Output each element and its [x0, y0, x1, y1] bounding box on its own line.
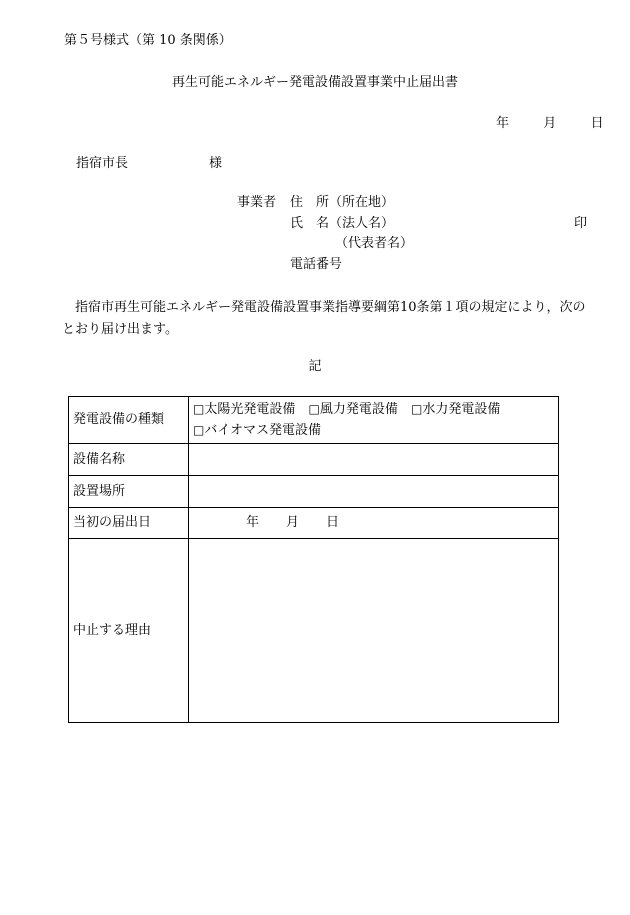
type-option-label: 太陽光発電設備 [204, 402, 296, 417]
checkbox-icon: □ [411, 402, 423, 416]
table-row [69, 476, 559, 508]
location-field[interactable] [189, 476, 559, 508]
table-row [69, 508, 559, 539]
initial-date-field[interactable] [189, 508, 559, 539]
ki-heading: 記 [308, 359, 322, 374]
applicant-address-label: 住 所（所在地） [290, 195, 395, 210]
type-option-biomass[interactable] [193, 423, 321, 438]
type-options [189, 397, 559, 444]
reason-label: 中止する理由 [69, 539, 189, 723]
facility-name-field[interactable] [189, 444, 559, 476]
checkbox-icon: □ [193, 402, 205, 416]
applicant-representative-label: （代表者名） [335, 236, 414, 251]
initial-date-month: 月 [286, 515, 300, 530]
addressee-honorific: 様 [209, 156, 223, 171]
location-label: 設置場所 [69, 476, 189, 508]
table-row [69, 397, 559, 444]
reason-field[interactable] [189, 539, 559, 723]
table-row [69, 539, 559, 723]
checkbox-icon: □ [193, 423, 205, 437]
intro-text: 指宿市再生可能エネルギー発電設備設置事業指導要綱第10条第１項の規定により，次のとおり届け出ます。 [62, 300, 586, 337]
applicant-phone-label: 電話番号 [290, 257, 343, 272]
applicant-name-label: 氏 名（法人名） [290, 216, 395, 231]
facility-name-label: 設備名称 [69, 444, 189, 476]
applicant-role: 事業者 [237, 195, 277, 210]
info-table [68, 396, 559, 723]
addressee [76, 156, 223, 171]
type-option-label: 風力発電設備 [319, 402, 398, 417]
type-option-wind[interactable] [309, 402, 398, 417]
initial-date-label: 当初の届出日 [69, 508, 189, 539]
seal-mark: 印 [574, 216, 588, 231]
submission-date [496, 117, 604, 130]
type-option-label: 水力発電設備 [422, 402, 501, 417]
type-label: 発電設備の種類 [69, 397, 189, 444]
type-option-hydro[interactable] [411, 402, 500, 417]
date-day: 日 [590, 116, 604, 131]
addressee-name: 指宿市長 [76, 156, 129, 171]
date-year: 年 [496, 116, 510, 131]
initial-date-day: 日 [326, 515, 340, 530]
type-option-label: バイオマス発電設備 [204, 423, 321, 438]
table-row [69, 444, 559, 476]
type-option-solar[interactable] [193, 402, 295, 417]
document-title: 再生可能エネルギー発電設備設置事業中止届出書 [171, 75, 458, 90]
initial-date-year: 年 [246, 515, 260, 530]
checkbox-icon: □ [308, 402, 320, 416]
form-number: 第５号様式（第 10 条関係） [64, 33, 232, 48]
date-month: 月 [543, 116, 557, 131]
